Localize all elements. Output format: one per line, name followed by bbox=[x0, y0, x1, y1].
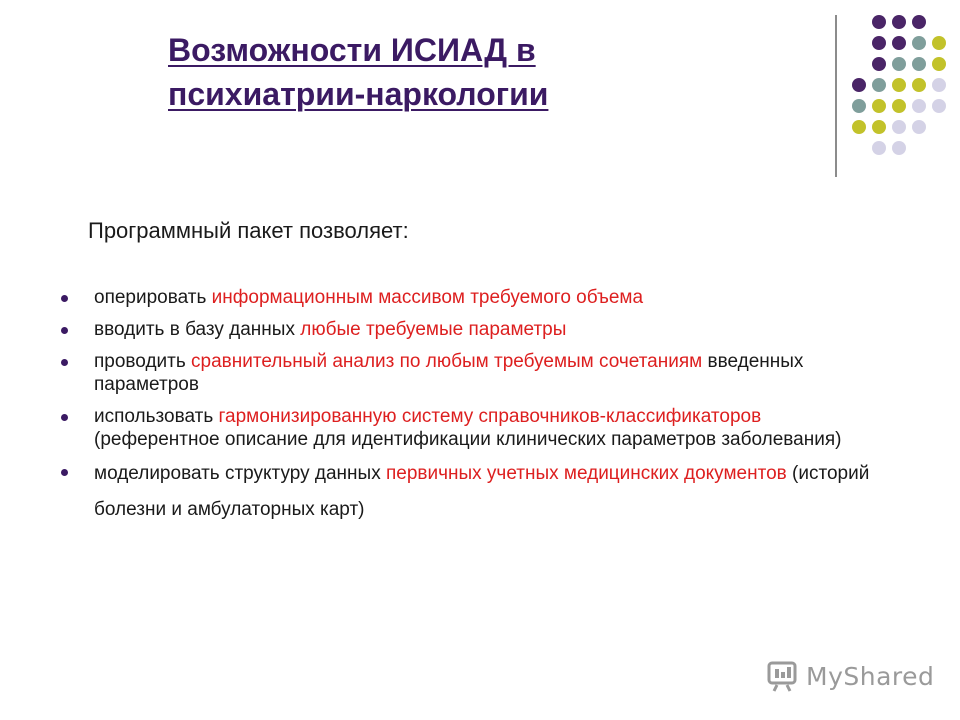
bullet-list bbox=[58, 286, 888, 537]
decorative-dot bbox=[892, 36, 906, 50]
bullet-item: моделировать структуру данных первичных учетных медицинских документов (историй болезни и амбулаторных карт) bbox=[58, 456, 888, 528]
decorative-dots bbox=[848, 12, 958, 172]
decorative-dot bbox=[892, 57, 906, 71]
decorative-dot bbox=[912, 99, 926, 113]
subtitle: Программный пакет позволяет: bbox=[88, 218, 409, 243]
decorative-dot bbox=[932, 36, 946, 50]
decorative-dot bbox=[872, 36, 886, 50]
decorative-dot bbox=[872, 141, 886, 155]
bullet-dot-icon bbox=[61, 359, 68, 366]
divider-line bbox=[835, 15, 837, 177]
presentation-icon bbox=[766, 659, 800, 693]
decorative-dot bbox=[872, 99, 886, 113]
decorative-dot bbox=[892, 141, 906, 155]
title-line-2: психиатрии-наркологии bbox=[168, 76, 549, 112]
decorative-dot bbox=[852, 78, 866, 92]
bullet-dot-icon bbox=[61, 327, 68, 334]
bullet-dot-icon bbox=[61, 295, 68, 302]
bullet-dot-icon bbox=[61, 469, 68, 476]
bullet-item: использовать гармонизированную систему справочников-классификаторов (референтное описание для идентификации клинических параметров заболевания) bbox=[58, 405, 888, 451]
decorative-dot bbox=[872, 15, 886, 29]
bullet-item: вводить в базу данных любые требуемые параметры bbox=[58, 318, 888, 341]
decorative-dot bbox=[892, 120, 906, 134]
title-line-1: Возможности ИСИАД в bbox=[168, 32, 536, 68]
decorative-dot bbox=[852, 99, 866, 113]
decorative-dot bbox=[932, 78, 946, 92]
decorative-dot bbox=[872, 120, 886, 134]
bullet-item: оперировать информационным массивом требуемого объема bbox=[58, 286, 888, 309]
bullet-dot-icon bbox=[61, 414, 68, 421]
watermark-text: MyShared bbox=[806, 661, 935, 691]
decorative-dot bbox=[872, 78, 886, 92]
decorative-dot bbox=[912, 78, 926, 92]
decorative-dot bbox=[852, 120, 866, 134]
decorative-dot bbox=[932, 57, 946, 71]
decorative-dot bbox=[912, 120, 926, 134]
decorative-dot bbox=[912, 36, 926, 50]
decorative-dot bbox=[932, 99, 946, 113]
slide-title bbox=[168, 28, 768, 116]
watermark-logo bbox=[766, 656, 934, 696]
decorative-dot bbox=[892, 78, 906, 92]
decorative-dot bbox=[912, 57, 926, 71]
decorative-dot bbox=[872, 57, 886, 71]
decorative-dot bbox=[912, 15, 926, 29]
bullet-item: проводить сравнительный анализ по любым требуемым сочетаниям введенных параметров bbox=[58, 350, 888, 396]
decorative-dot bbox=[892, 99, 906, 113]
decorative-dot bbox=[892, 15, 906, 29]
